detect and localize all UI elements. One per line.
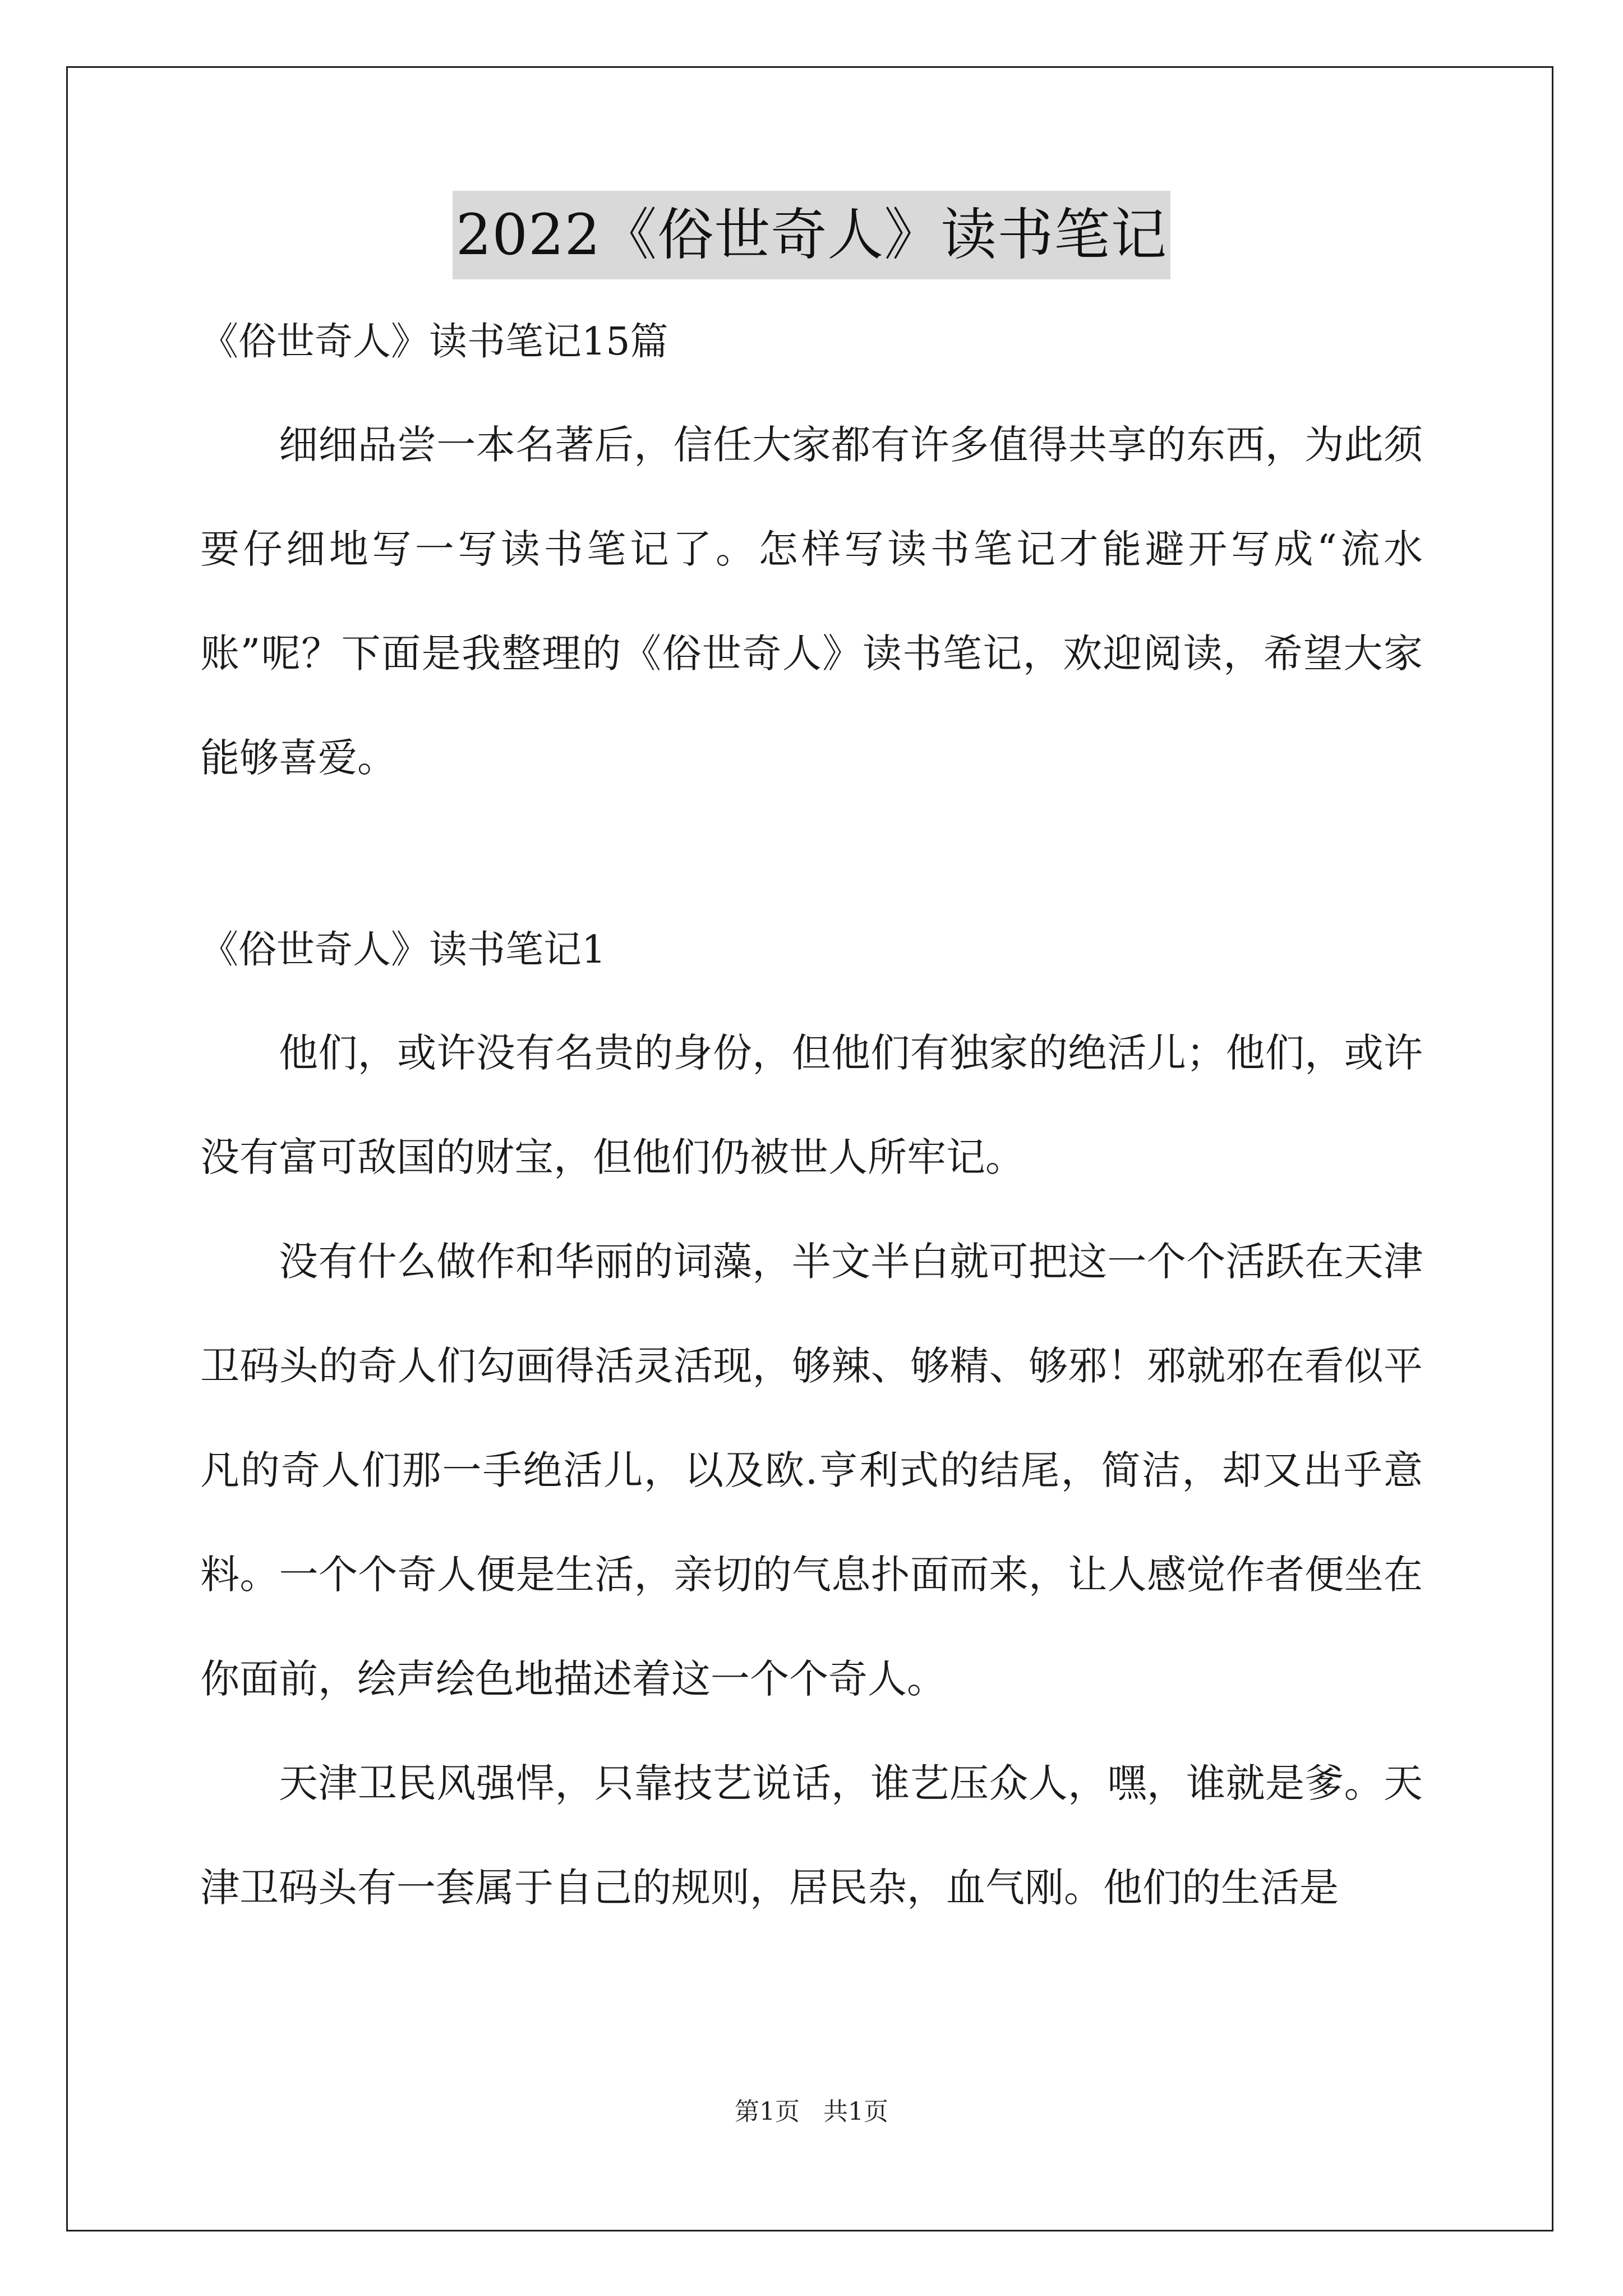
body-paragraph: 天津卫民风强悍，只靠技艺说话，谁艺压众人，嘿，谁就是爹。天津卫码头有一套属于自己的规则，居民杂，血气刚。他们的生活是 <box>200 1760 1423 1911</box>
page-footer: 第1页 共1页 <box>735 2097 888 2126</box>
body-paragraph: 他们，或许没有名贵的身份，但他们有独家的绝活儿；他们，或许没有富可敌国的财宝，但他们仍被世人所牢记。 <box>200 1030 1423 1180</box>
title-wrap <box>0 191 1623 279</box>
document-title: 2022《俗世奇人》读书笔记 <box>453 191 1171 279</box>
body-paragraph: 没有什么做作和华丽的词藻，半文半白就可把这一个个活跃在天津卫码头的奇人们勾画得活灵活现，够辣、够精、够邪！邪就邪在看似平凡的奇人们那一手绝活儿，以及欧.亨利式的结尾，简洁，却又出乎意料。一个个奇人便是生活，亲切的气息扑面而来，让人感觉作者便坐在你面前，绘声绘色地描述着这一个个奇人。 <box>200 1239 1423 1702</box>
section-heading: 《俗世奇人》读书笔记1 <box>200 928 606 972</box>
body-paragraph: 细细品尝一本名著后，信任大家都有许多值得共享的东西，为此须要仔细地写一写读书笔记了。怎样写读书笔记才能避开写成“流水账”呢？下面是我整理的《俗世奇人》读书笔记，欢迎阅读，希望大家能够喜爱。 <box>200 422 1423 781</box>
section-heading: 《俗世奇人》读书笔记15篇 <box>200 320 668 364</box>
document-body <box>200 314 1423 1940</box>
